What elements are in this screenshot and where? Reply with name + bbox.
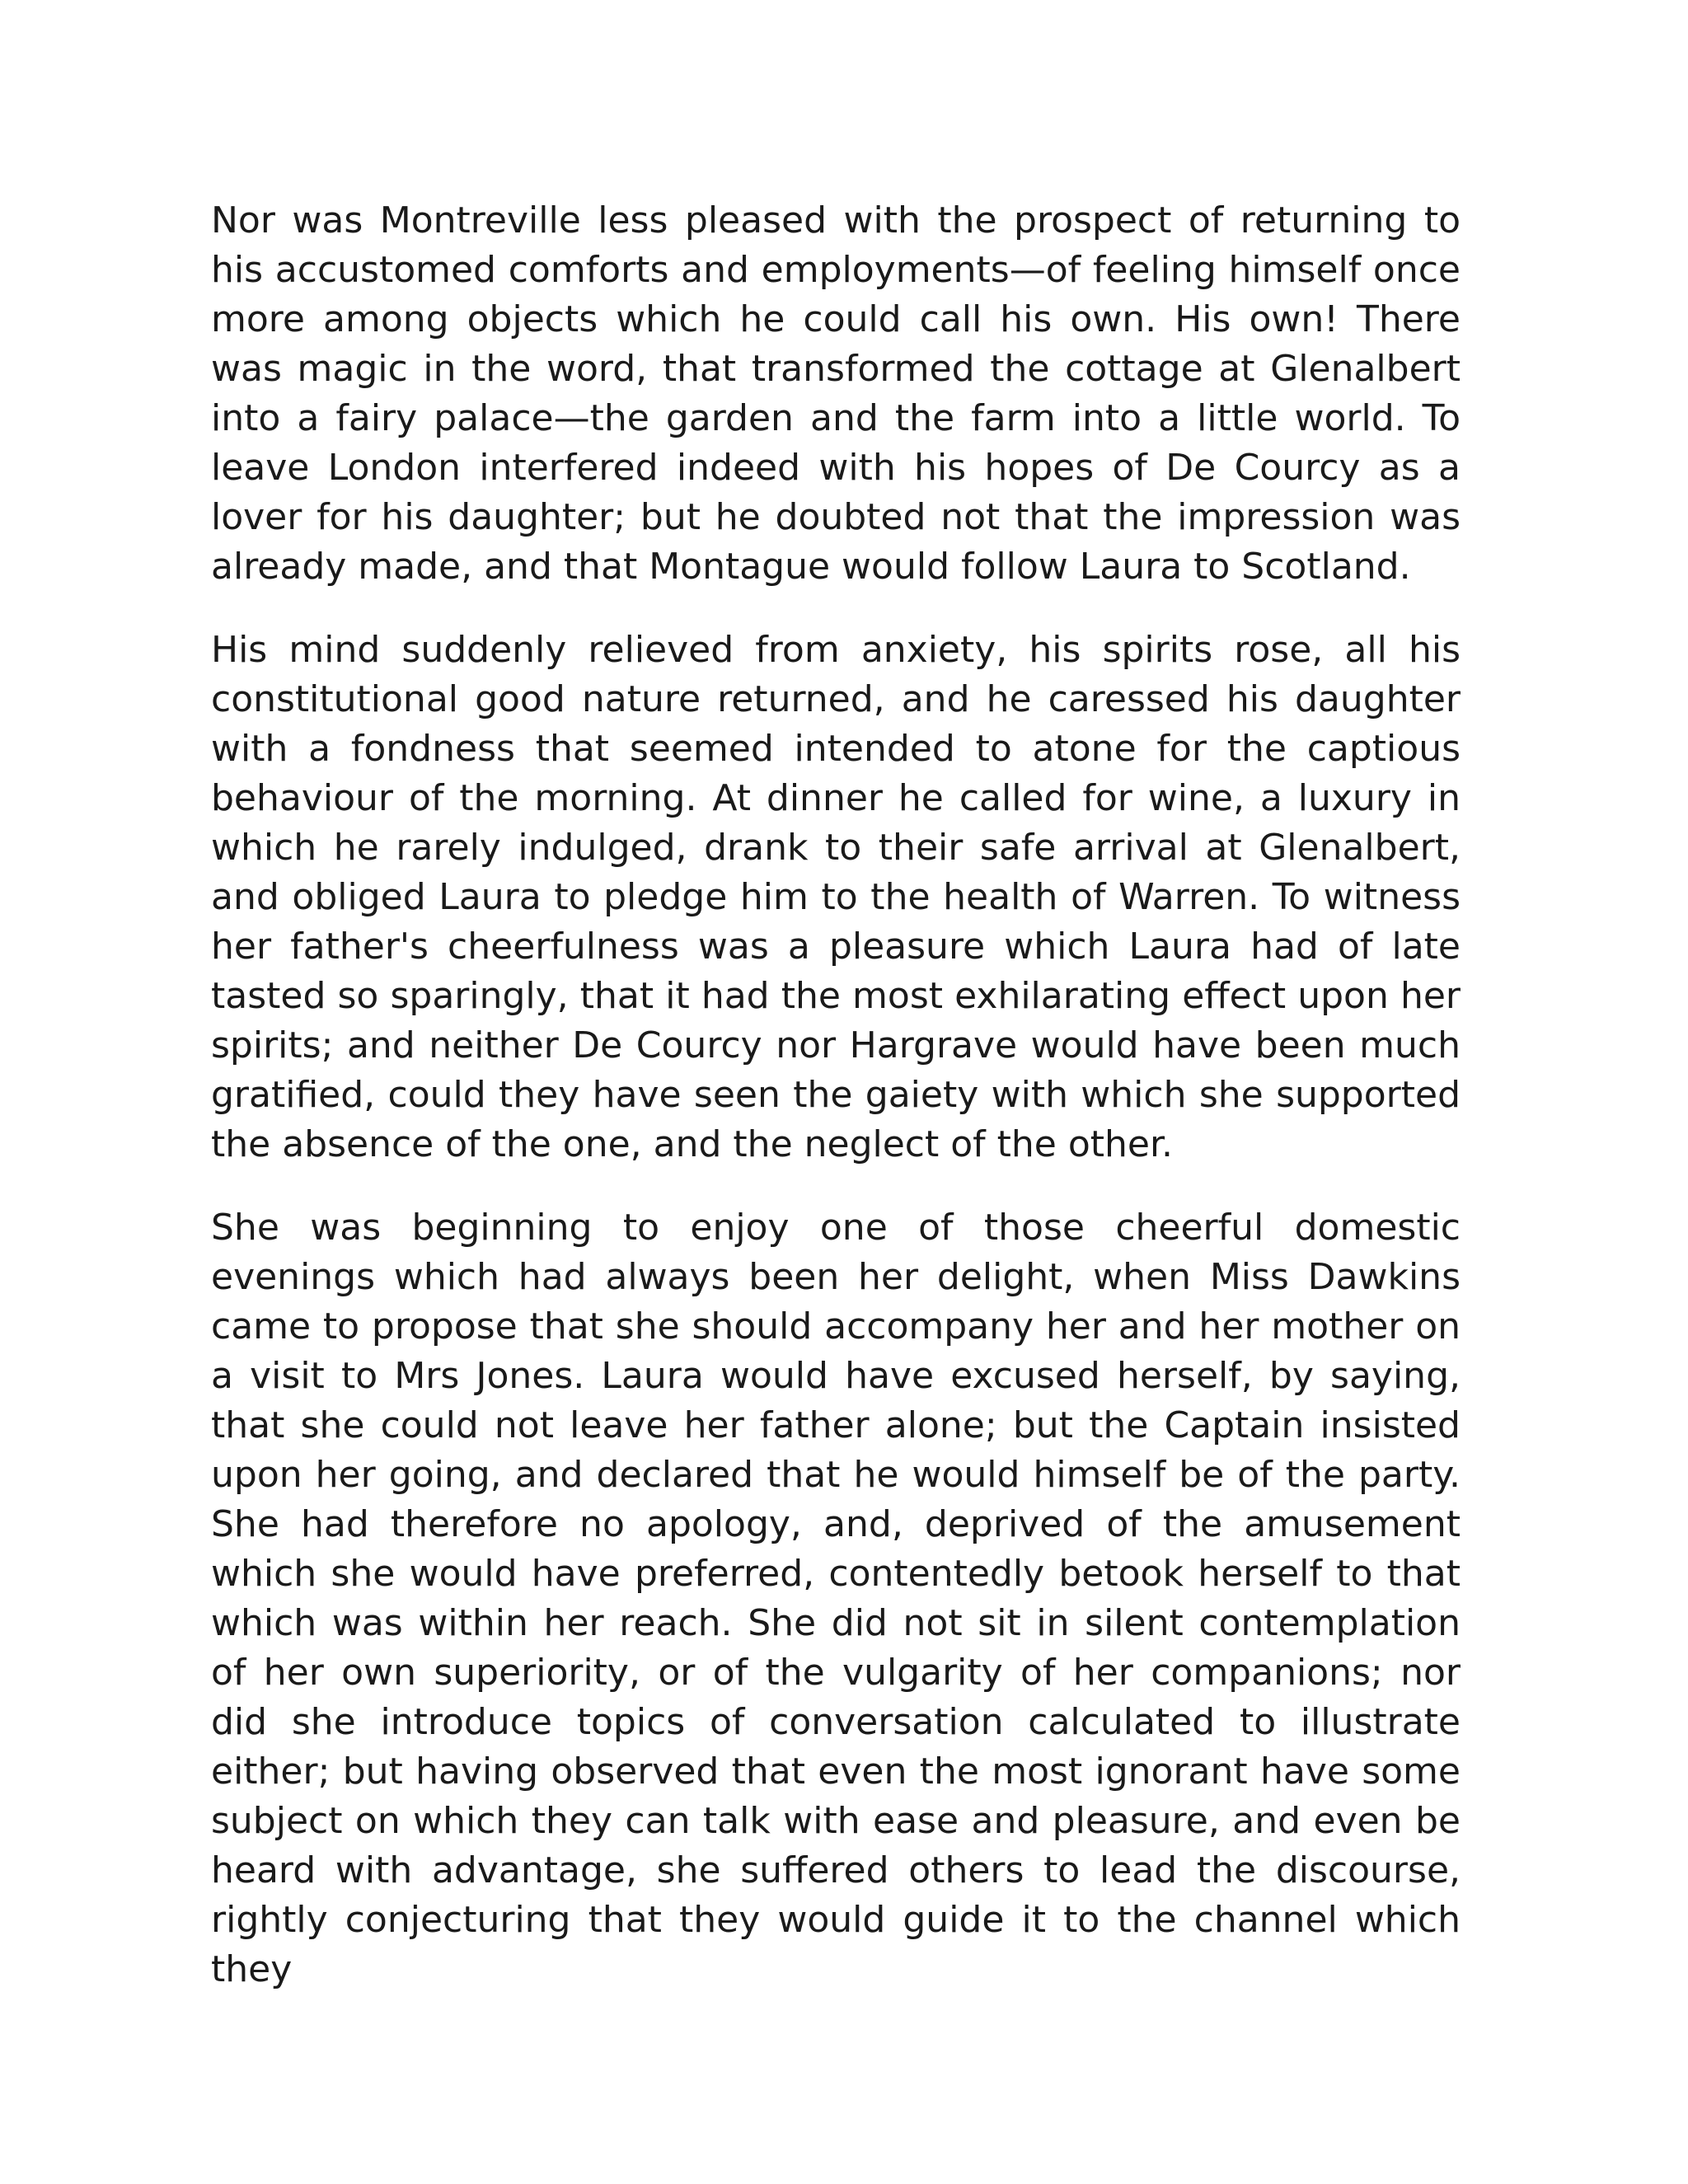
page-text	[211, 196, 1461, 1994]
paragraph-3: She was beginning to enjoy one of those cheerful domestic evenings which had always been her delight, when Miss Dawkins came to propose that she should accompany her and her mother on a visit to Mrs Jones. Laura would have excused herself, by saying, that she could not leave her father alone; but the Captain insisted upon her going, and declared that he would himself be of the party. She had therefore no apology, and, deprived of the amusement which she would have preferred, contentedly betook herself to that which was within her reach. She did not sit in silent contemplation of her own superiority, or of the vulgarity of her companions; nor did she introduce topics of conversation calculated to illustrate either; but having observed that even the most ignorant have some subject on which they can talk with ease and pleasure, and even be heard with advantage, she suffered others to lead the discourse, rightly conjecturing that they would guide it to the channel which they	[211, 1207, 1461, 1990]
paragraph-2: His mind suddenly relieved from anxiety, his spirits rose, all his constitutional good nature returned, and he caressed his daughter with a fondness that seemed intended to atone for the captious behaviour of the morning. At dinner he called for wine, a luxury in which he rarely indulged, drank to their safe arrival at Glenalbert, and obliged Laura to pledge him to the health of Warren. To witness her father's cheerfulness was a pleasure which Laura had of late tasted so sparingly, that it had the most exhilarating effect upon her spirits; and neither De Courcy nor Hargrave would have been much gratified, could they have seen the gaiety with which she supported the absence of the one, and the neglect of the other.	[211, 629, 1461, 1165]
paragraph-1: Nor was Montreville less pleased with the prospect of returning to his accustomed comforts and employments—of feeling himself once more among objects which he could call his own. His own! There was magic in the word, that transformed the cottage at Glenalbert into a fairy palace—the garden and the farm into a little world. To leave London interfered indeed with his hopes of De Courcy as a lover for his daughter; but he doubted not that the impression was already made, and that Montague would follow Laura to Scotland.	[211, 199, 1461, 588]
